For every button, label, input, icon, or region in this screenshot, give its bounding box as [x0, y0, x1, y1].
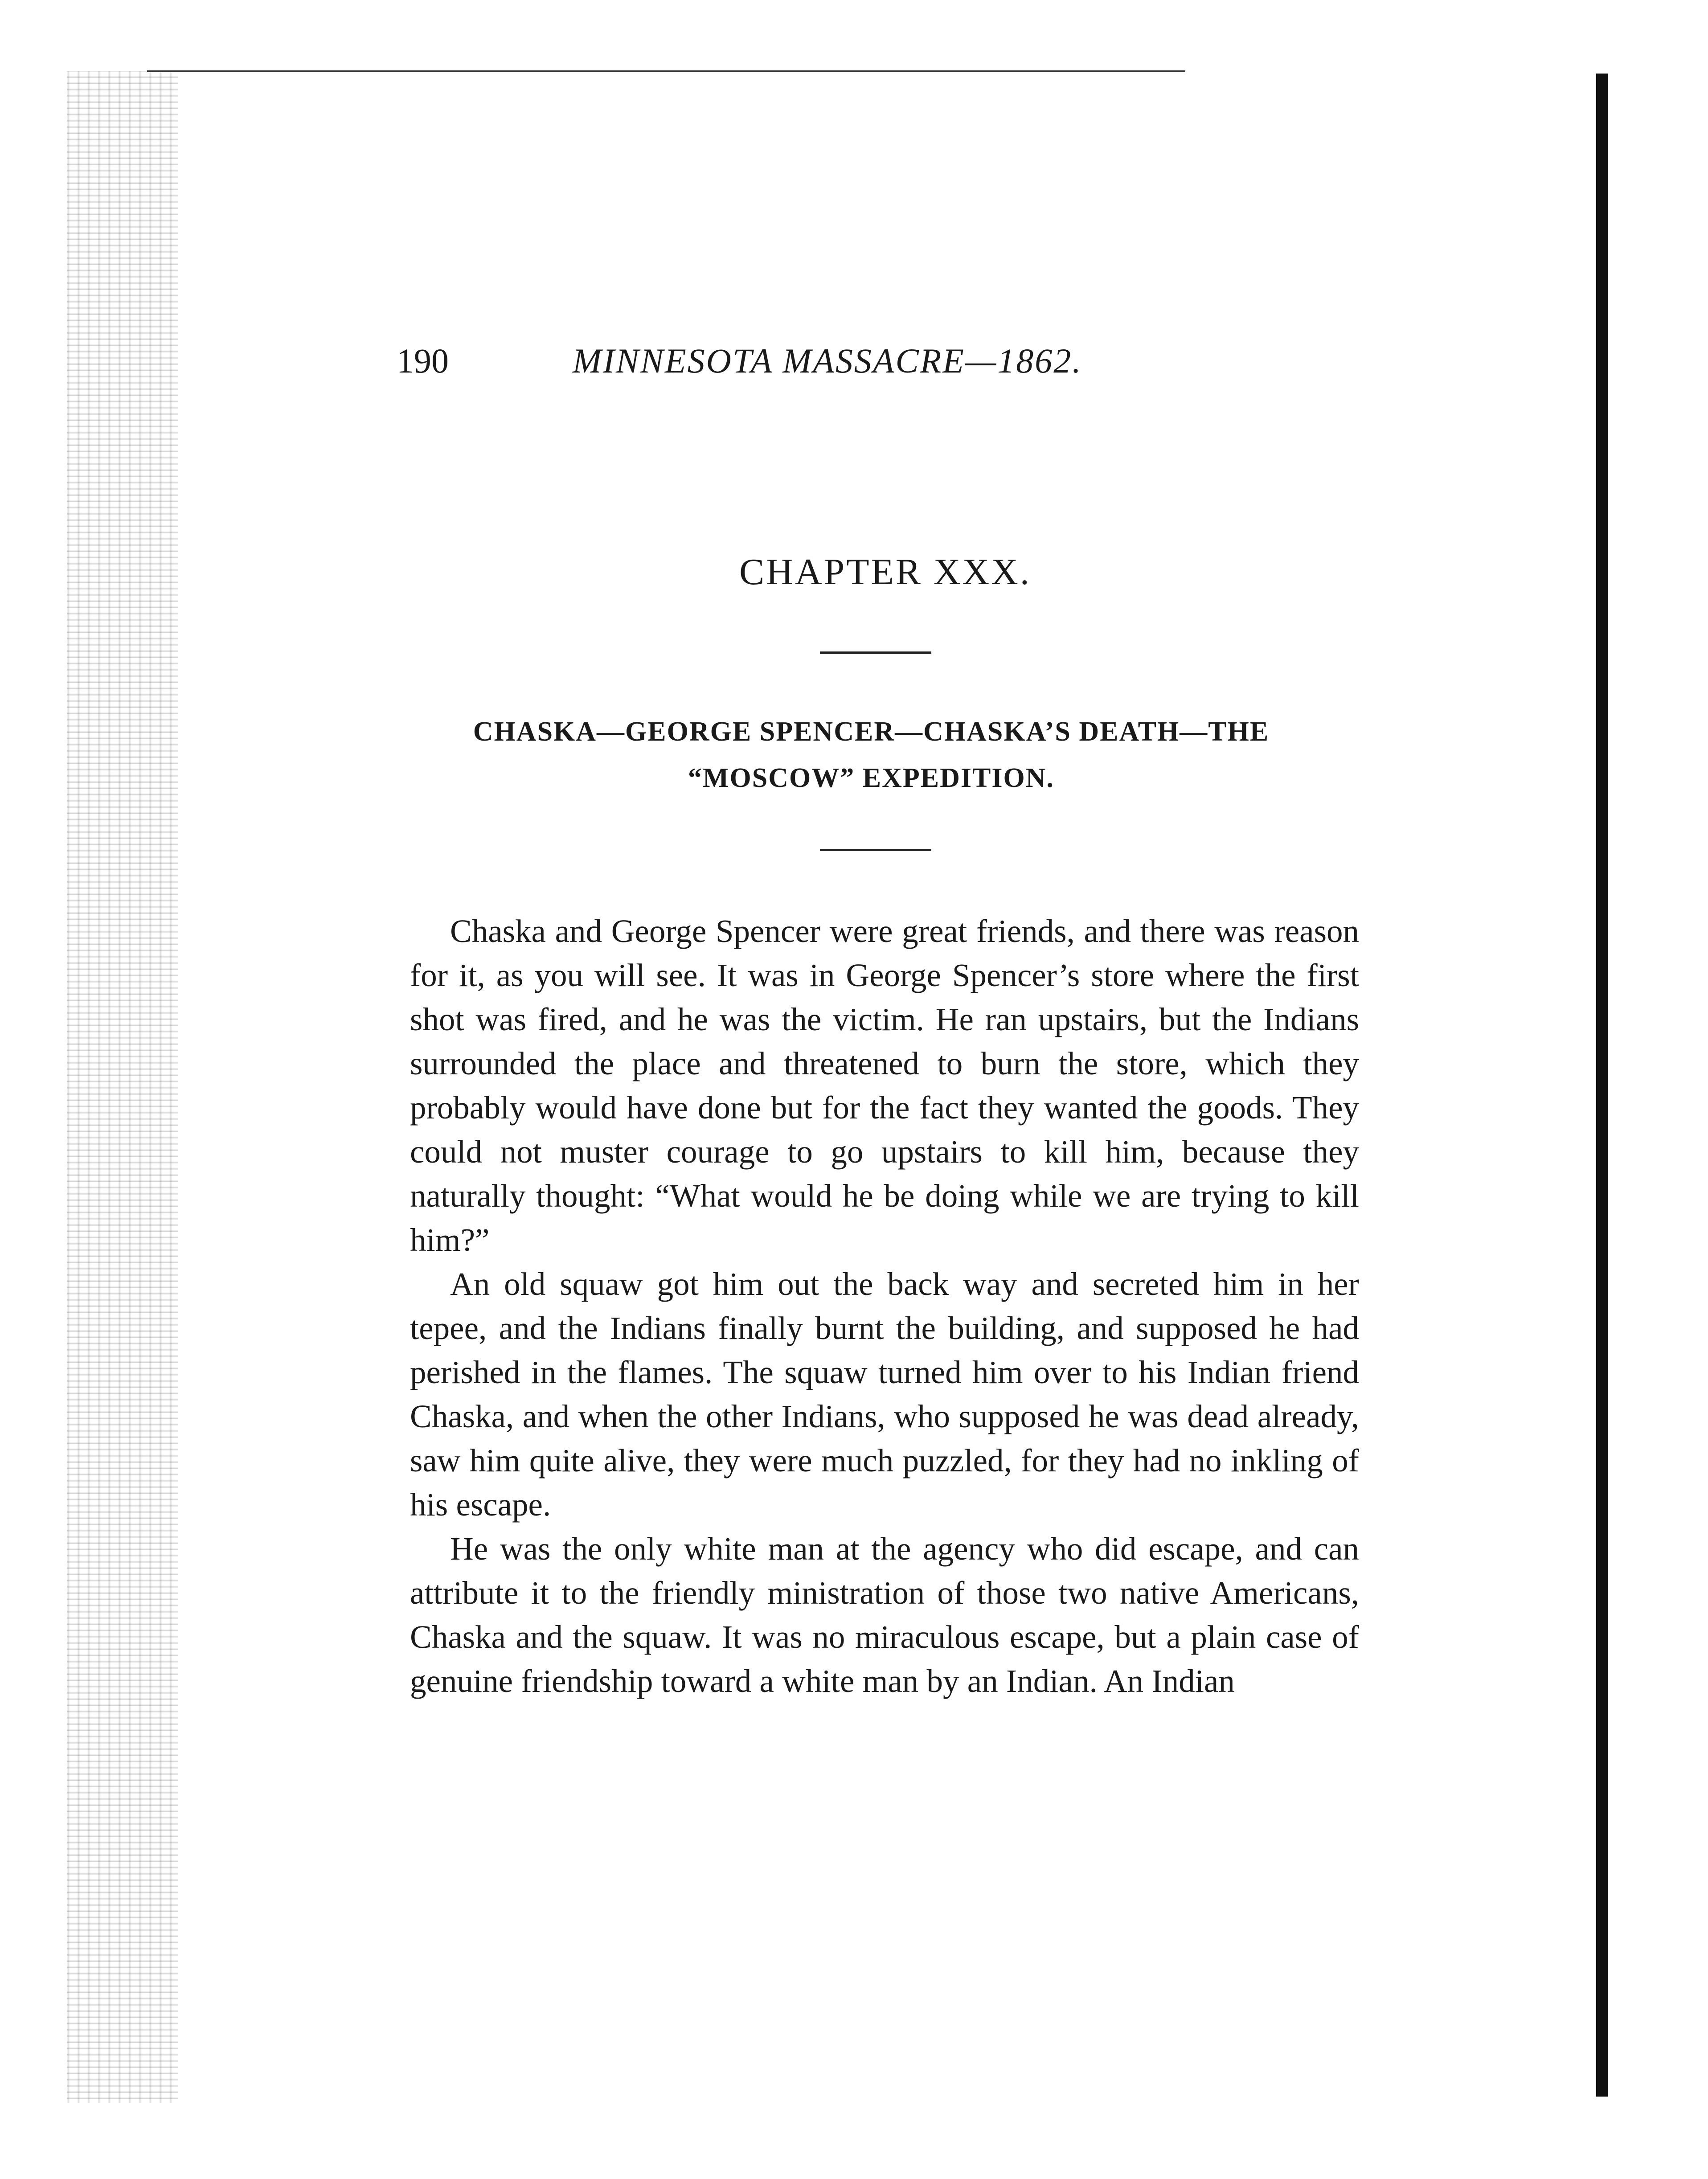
chapter-rule-bottom — [820, 849, 931, 851]
paragraph-3: He was the only white man at the agency who did escape, and can attribute it to the friendly ministration of those two native Americans, Chaska and the squaw. It was no miraculous escape, but a plain case of genuine friendship toward a white man by an Indian. An Indian — [410, 1531, 1359, 1699]
running-head — [397, 341, 1190, 390]
chapter-title: CHAPTER XXX. — [739, 551, 1031, 593]
chapter-rule-top — [820, 651, 931, 654]
page-edge-bar — [1596, 74, 1608, 2097]
top-rule — [147, 70, 1185, 72]
scan-edge-shadow — [67, 71, 178, 2103]
running-title: MINNESOTA MASSACRE—1862. — [573, 341, 1082, 380]
page-number: 190 — [397, 341, 449, 380]
paragraph-2: An old squaw got him out the back way and secreted him in her tepee, and the Indians finally burnt the building, and supposed he had perished in the flames. The squaw turned him over to his Indian friend Chaska, and when the other Indians, who supposed he was dead already, saw him quite alive, they were much puzzled, for they had no inkling of his escape. — [410, 1266, 1359, 1523]
body-text — [410, 909, 1359, 1703]
chapter-subtitle: CHASKA—GEORGE SPENCER—CHASKA’S DEATH—THE “MOSCOW” EXPEDITION. — [473, 717, 1270, 794]
paragraph-1: Chaska and George Spencer were great friends, and there was reason for it, as you will see. It was in George Spencer’s store where the first shot was fired, and he was the victim. He ran upstairs, but the Indians surrounded the place and threatened to burn the store, which they probably would have done but for the fact they wanted the goods. They could not muster courage to go upstairs to kill him, because they naturally thought: “What would he be doing while we are trying to kill him?” — [410, 913, 1359, 1258]
